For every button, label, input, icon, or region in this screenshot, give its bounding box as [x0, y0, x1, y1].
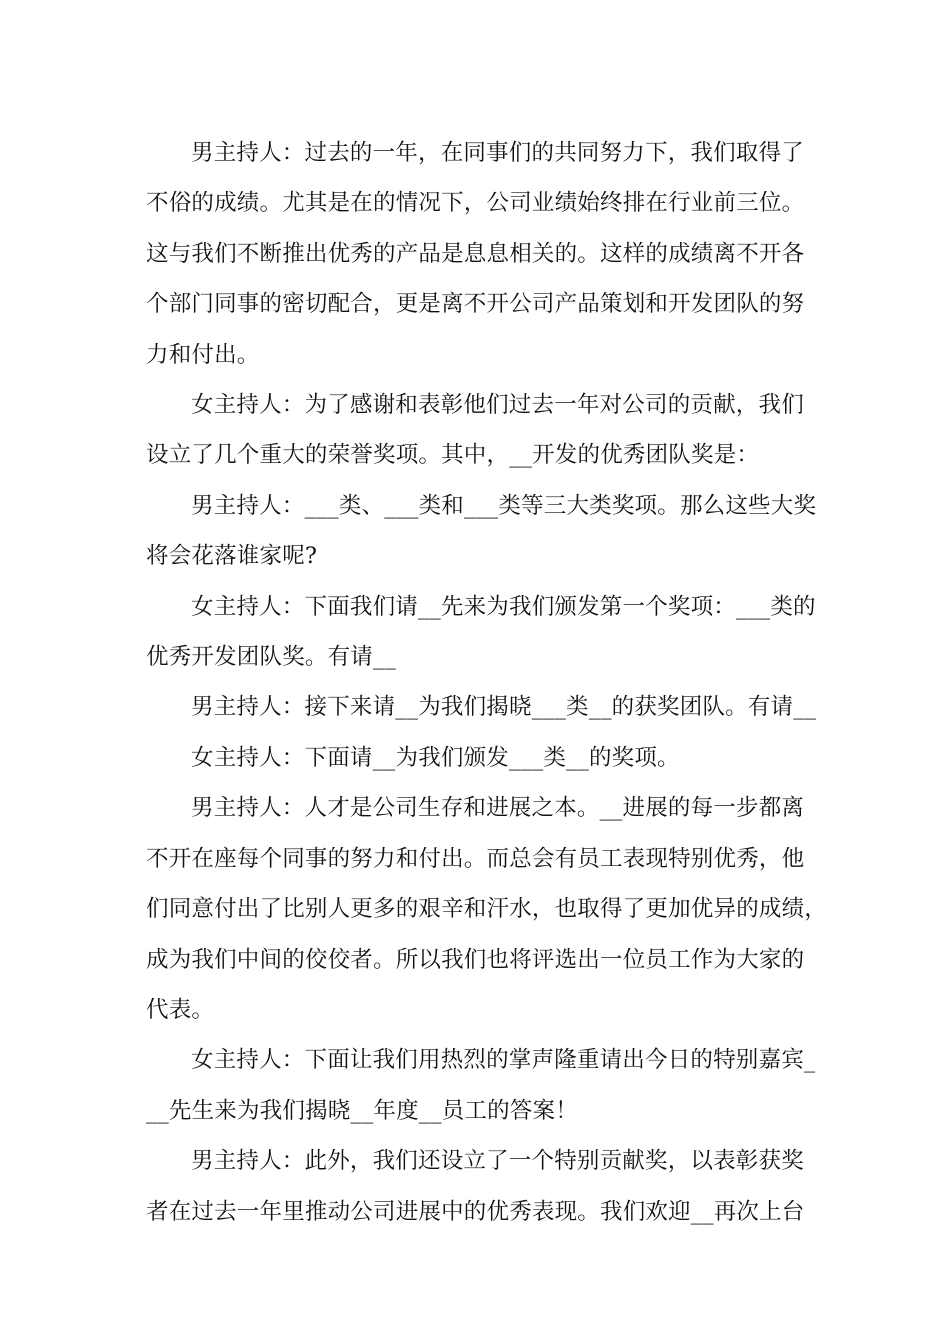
paragraph	[146, 682, 818, 732]
text-line: 个部门同事的密切配合，更是离不开公司产品策划和开发团队的努	[146, 291, 805, 318]
text-line: 优秀开发团队奖。有请__	[146, 644, 396, 671]
text-line: 代表。	[146, 996, 215, 1023]
paragraph	[146, 783, 828, 1035]
text-line: 不开在座每个同事的努力和付出。而总会有员工表现特别优秀，他	[146, 845, 805, 872]
paragraph	[146, 128, 818, 380]
text-line: 者在过去一年里推动公司进展中的优秀表现。我们欢迎__再次上台	[146, 1198, 805, 1225]
text-line: 女主持人：为了感谢和表彰他们过去一年对公司的贡献，我们	[191, 392, 804, 419]
paragraph	[146, 582, 818, 683]
text-line: 男主持人：___类、___类和___类等三大类奖项。那么这些大奖	[191, 492, 817, 519]
text-line: __先生来为我们揭晓__年度__员工的答案！	[146, 1097, 578, 1124]
text-line: 女主持人：下面我们请__先来为我们颁发第一个奖项：___类的	[191, 593, 816, 620]
paragraph	[146, 380, 818, 481]
paragraph	[146, 1035, 818, 1136]
text-line: 女主持人：下面请__为我们颁发___类__的奖项。	[191, 744, 680, 771]
text-line: 将会花落谁家呢?	[146, 543, 318, 570]
text-line: 男主持人：此外，我们还设立了一个特别贡献奖，以表彰获奖	[191, 1148, 804, 1175]
text-line: 这与我们不断推出优秀的产品是息息相关的。这样的成绩离不开各	[146, 240, 805, 267]
text-line: 设立了几个重大的荣誉奖项。其中，__开发的优秀团队奖是：	[146, 442, 760, 469]
text-line: 力和付出。	[146, 341, 260, 368]
document-body	[146, 128, 828, 1237]
text-line: 成为我们中间的佼佼者。所以我们也将评选出一位员工作为大家的	[146, 946, 805, 973]
text-line: 男主持人：接下来请__为我们揭晓___类__的获奖团队。有请__	[191, 694, 817, 721]
text-line: 女主持人：下面让我们用热烈的掌声隆重请出今日的特别嘉宾_	[191, 1047, 816, 1074]
paragraph	[146, 733, 818, 783]
text-line: 男主持人：人才是公司生存和进展之本。__进展的每一步都离	[191, 795, 805, 822]
paragraph	[146, 481, 818, 582]
text-line: 男主持人：过去的一年，在同事们的共同努力下，我们取得了	[191, 140, 804, 166]
text-line: 不俗的成绩。尤其是在的情况下，公司业绩始终排在行业前三位。	[146, 190, 805, 217]
text-line: 们同意付出了比别人更多的艰辛和汗水，也取得了更加优异的成绩，	[146, 896, 828, 923]
paragraph	[146, 1136, 818, 1237]
